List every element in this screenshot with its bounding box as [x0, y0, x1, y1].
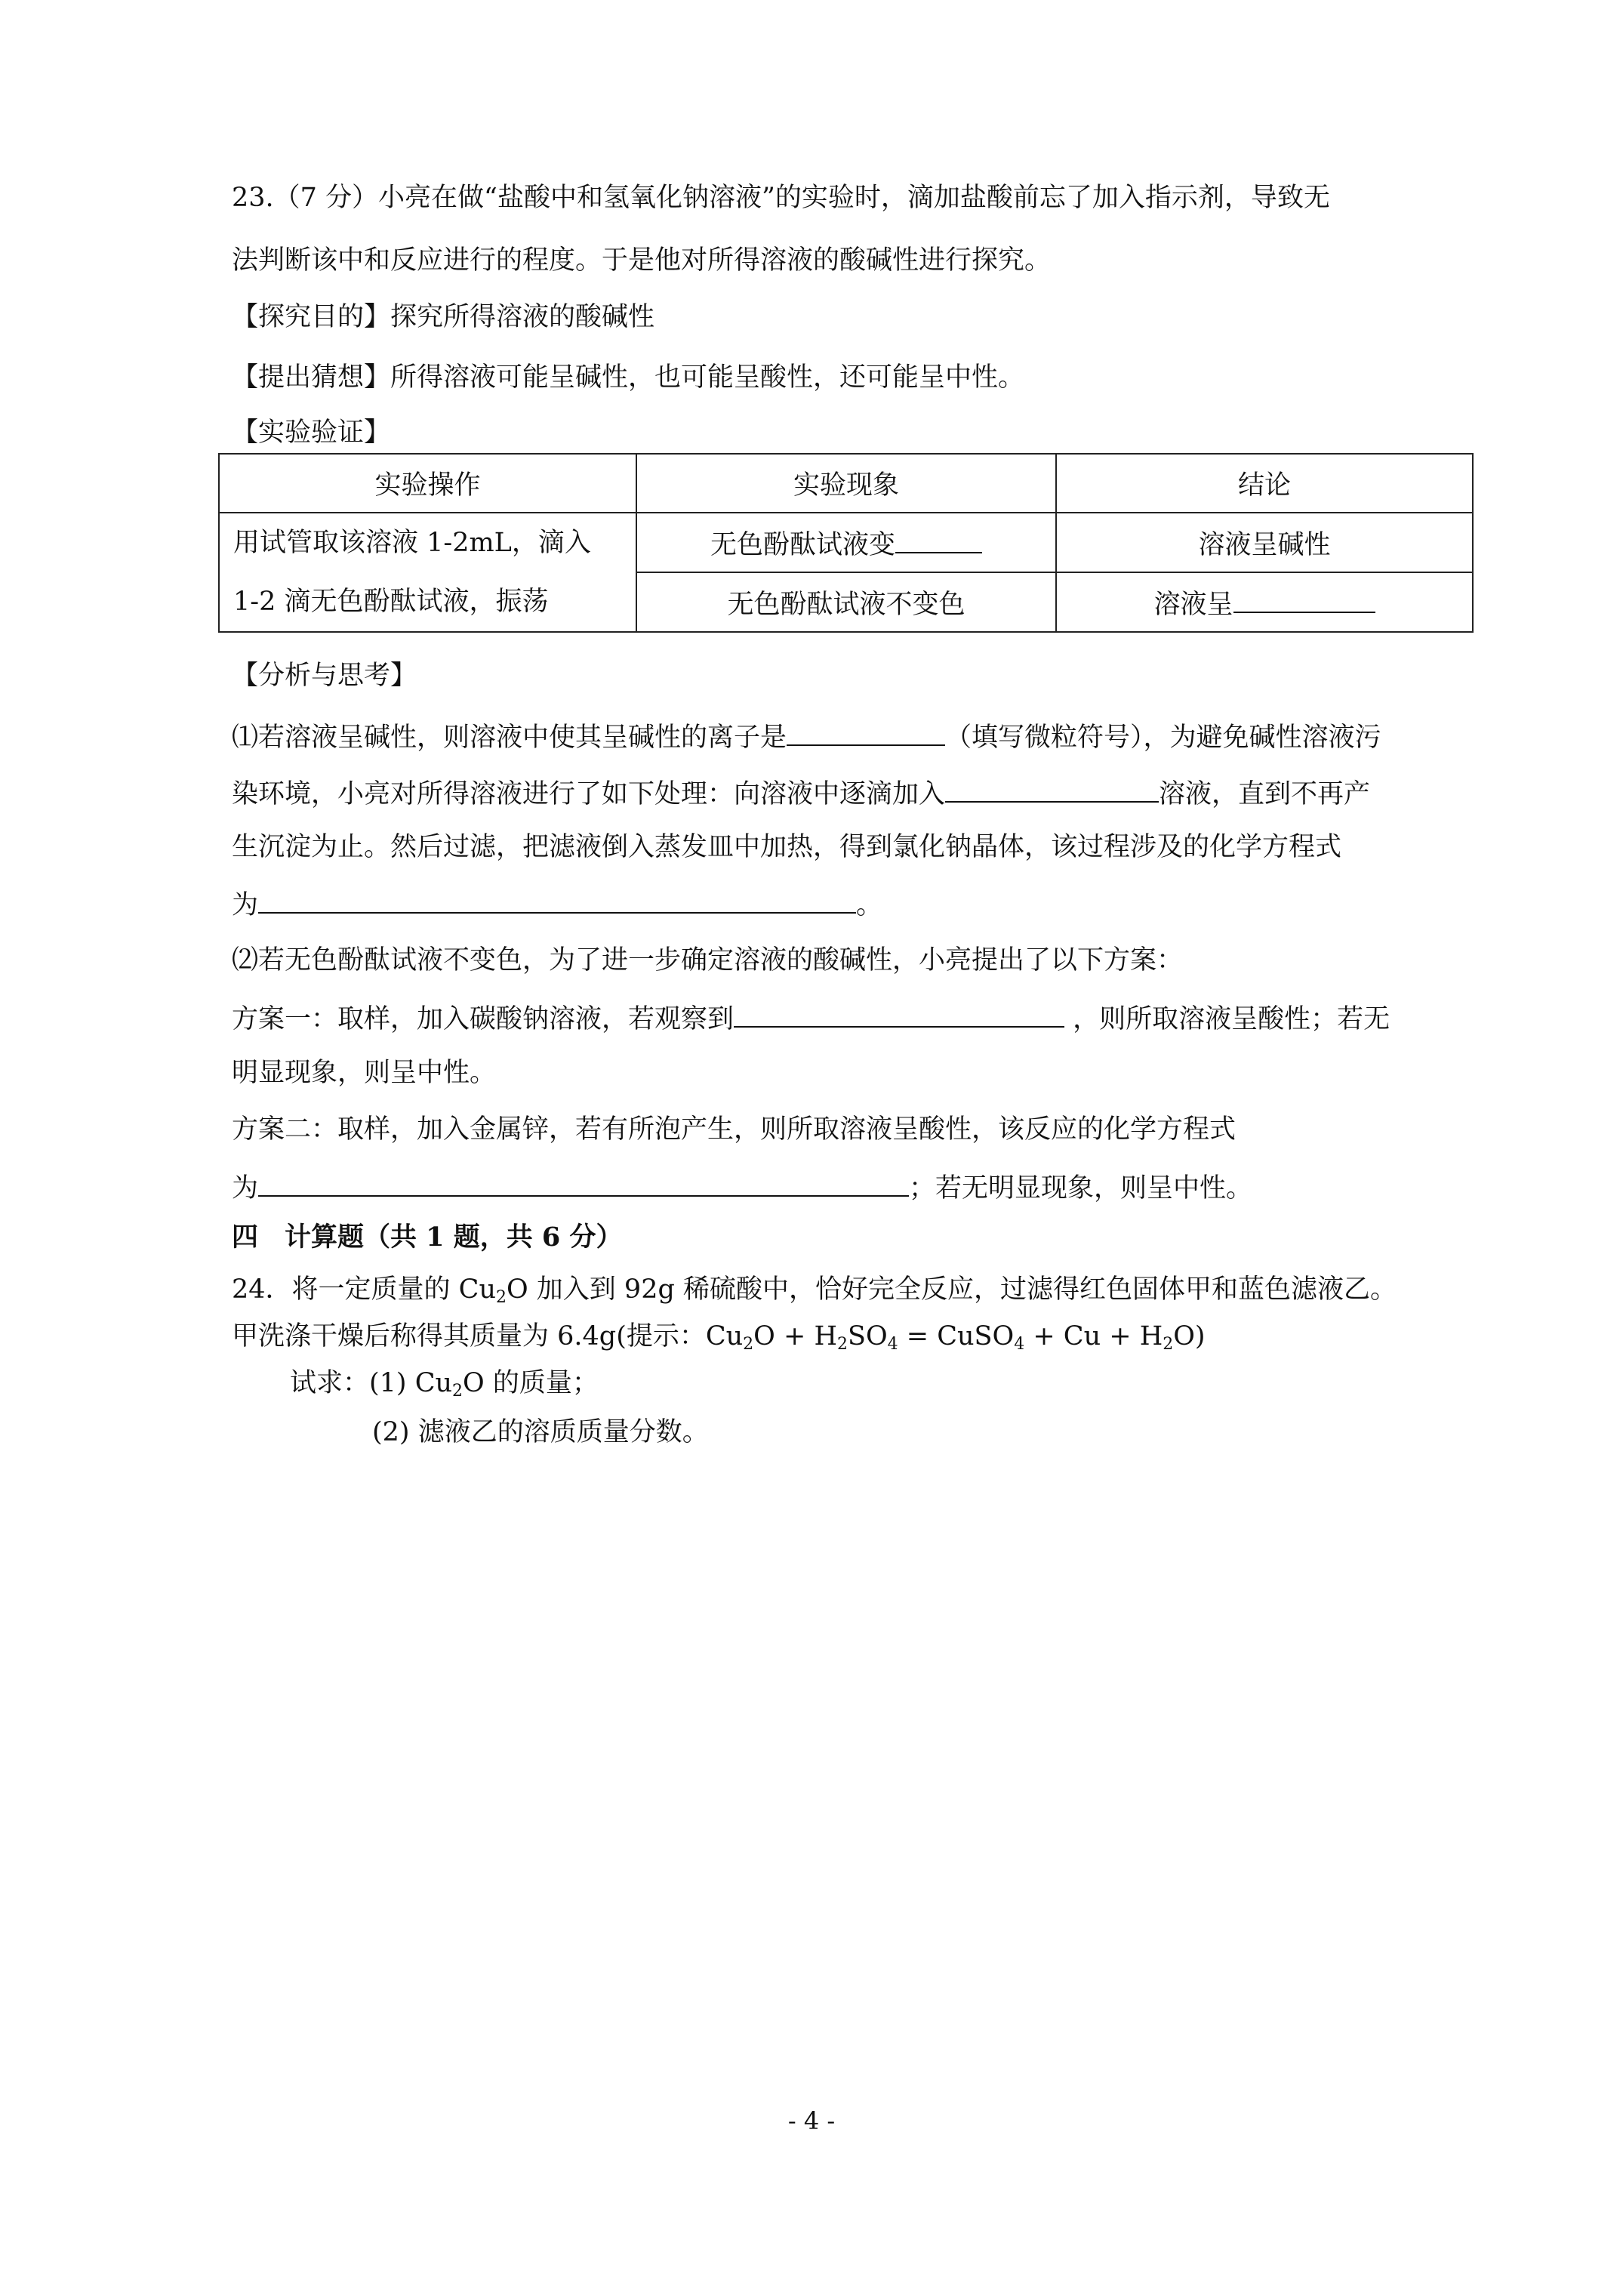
analysis-1-line-3: 生沉淀为止。然后过滤，把滤液倒入蒸发皿中加热，得到氯化钠晶体，该过程涉及的化学方程式: [232, 832, 1342, 862]
text-span: SO: [847, 1321, 888, 1351]
text-span: 甲洗涤干燥后称得其质量为 6.4g(提示：Cu: [232, 1321, 744, 1351]
header-operation: 实验操作: [219, 454, 636, 513]
q24-ask-2: (2) 滤液乙的溶质质量分数。: [372, 1417, 709, 1447]
text-span: ；若无明显现象，则呈中性。: [909, 1173, 1253, 1203]
answer-blank[interactable]: [258, 883, 856, 914]
analysis-2-line-1: ⑵若无色酚酞试液不变色，为了进一步确定溶液的酸碱性，小亮提出了以下方案：: [232, 945, 1184, 975]
header-phenomenon: 实验现象: [636, 454, 1056, 513]
operation-line-2: 1-2 滴无色酚酞试液，振荡: [233, 587, 549, 617]
answer-blank[interactable]: [945, 772, 1159, 803]
hypothesis-line: 【提出猜想】所得溶液可能呈碱性，也可能呈酸性，还可能呈中性。: [232, 362, 1025, 393]
operation-cell: [219, 513, 636, 632]
plan-1-line-1: [232, 997, 1390, 1038]
table-row: [219, 513, 1473, 572]
answer-blank[interactable]: [1233, 583, 1375, 613]
q23-line-1: 23.（7 分）小亮在做“盐酸中和氢氧化钠溶液”的实验时，滴加盐酸前忘了加入指示剂，导致无: [232, 183, 1330, 213]
page-number: - 4 -: [787, 2106, 836, 2135]
phenomenon-cell-1: [636, 513, 1056, 572]
text-span: = CuSO: [898, 1321, 1015, 1351]
q23-line-2: 法判断该中和反应进行的程度。于是他对所得溶液的酸碱性进行探究。: [232, 245, 1052, 276]
text-span: 试求：(1) Cu: [290, 1368, 453, 1398]
analysis-1-line-2: [232, 772, 1370, 813]
analysis-1-line-4: [232, 883, 882, 924]
subscript: 4: [887, 1335, 898, 1354]
text-span: 为: [232, 1173, 259, 1203]
header-conclusion: 结论: [1056, 454, 1473, 513]
text-span: 方案一：取样，加入碳酸钠溶液，若观察到: [232, 1004, 735, 1034]
conclusion-text-2: 溶液呈: [1153, 590, 1233, 620]
answer-blank[interactable]: [258, 1166, 909, 1197]
subscript: 2: [495, 1288, 507, 1307]
phenomenon-text-1: 无色酚酞试液变: [710, 530, 895, 560]
plan-1-line-2: 明显现象，则呈中性。: [232, 1058, 497, 1088]
verify-heading: 【实验验证】: [232, 418, 391, 448]
text-span: 。: [856, 890, 883, 920]
text-span: 24．将一定质量的 Cu: [232, 1274, 496, 1305]
subscript: 4: [1014, 1335, 1025, 1354]
text-span: O 加入到 92g 稀硫酸中，恰好完全反应，过滤得红色固体甲和蓝色滤液乙。: [506, 1274, 1397, 1305]
text-span: ，则所取溶液呈酸性；若无: [1073, 1004, 1390, 1034]
subscript: 2: [743, 1335, 754, 1354]
text-span: O): [1173, 1321, 1206, 1351]
purpose-line: 【探究目的】探究所得溶液的酸碱性: [232, 302, 655, 332]
experiment-table: [218, 453, 1474, 633]
answer-blank[interactable]: [895, 523, 982, 553]
subscript: 2: [836, 1335, 848, 1354]
text-span: + Cu + H: [1024, 1321, 1163, 1351]
section-4-heading: 四 计算题（共 1 题，共 6 分）: [232, 1222, 623, 1253]
q24-line-2: [232, 1318, 1206, 1355]
subscript: 2: [1163, 1335, 1174, 1354]
plan-2-line-1: 方案二：取样，加入金属锌，若有所泡产生，则所取溶液呈酸性，该反应的化学方程式: [232, 1114, 1236, 1145]
q24-ask-1: [290, 1364, 599, 1402]
table-header-row: [219, 454, 1473, 513]
text-span: 为: [232, 890, 259, 920]
text-span: （填写微粒符号），为避免碱性溶液污: [945, 723, 1381, 753]
conclusion-cell-2: [1056, 572, 1473, 632]
plan-2-line-2: [232, 1166, 1252, 1207]
answer-blank[interactable]: [734, 997, 1064, 1028]
text-span: ⑴若溶液呈碱性，则溶液中使其呈碱性的离子是: [232, 723, 787, 753]
analysis-heading: 【分析与思考】: [232, 661, 417, 691]
text-span: 染环境，小亮对所得溶液进行了如下处理：向溶液中逐滴加入: [232, 779, 946, 809]
text-span: O 的质量；: [463, 1368, 599, 1398]
subscript: 2: [452, 1382, 463, 1401]
operation-line-1: 用试管取该溶液 1-2mL，滴入: [233, 528, 591, 558]
text-span: O + H: [753, 1321, 837, 1351]
text-span: 溶液，直到不再产: [1159, 779, 1371, 809]
conclusion-cell-1: 溶液呈碱性: [1056, 513, 1473, 572]
answer-blank[interactable]: [787, 716, 945, 746]
q24-line-1: [232, 1271, 1397, 1308]
analysis-1-line-1: [232, 716, 1381, 757]
phenomenon-cell-2: 无色酚酞试液不变色: [636, 572, 1056, 632]
